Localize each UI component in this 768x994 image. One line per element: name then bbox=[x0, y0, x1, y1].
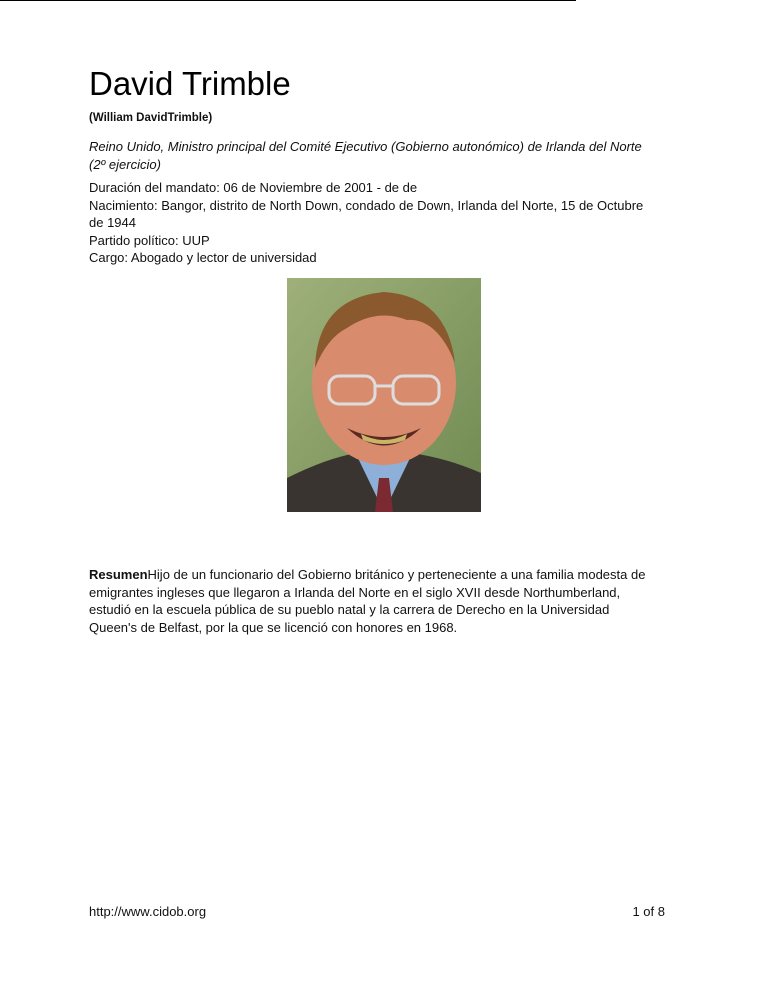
role-line: (2º ejercicio) bbox=[89, 156, 161, 172]
position: Cargo: Abogado y lector de universidad bbox=[89, 250, 317, 266]
portrait-photo bbox=[287, 278, 481, 512]
summary-label: Resumen bbox=[89, 567, 148, 582]
summary bbox=[89, 566, 645, 636]
page-number: 1 of 8 bbox=[632, 904, 665, 919]
summary-line: Queen's de Belfast, por la que se licenció con honores en 1968. bbox=[89, 619, 458, 635]
term-duration: Duración del mandato: 06 de Noviembre de 2001 - de de bbox=[89, 180, 418, 195]
summary-line: estudió en la escuela pública de su pueblo natal y la carrera de Derecho en la Universidad bbox=[89, 602, 610, 618]
party: Partido político: UUP bbox=[89, 232, 210, 248]
role-description bbox=[89, 138, 642, 173]
details bbox=[89, 179, 643, 267]
birth: Nacimiento: Bangor, distrito de North Down, condado de Down, Irlanda del Norte, 15 de Octubre bbox=[89, 197, 644, 213]
birth-cont: de 1944 bbox=[89, 215, 136, 231]
footer-url: http://www.cidob.org bbox=[89, 904, 207, 919]
footer-divider bbox=[0, 0, 576, 1]
summary-line: Hijo de un funcionario del Gobierno británico y perteneciente a una familia modesta de bbox=[147, 567, 646, 582]
full-name: (William DavidTrimble) bbox=[89, 112, 213, 124]
summary-line: emigrantes ingleses que llegaron a Irlanda del Norte en el siglo XVII desde Northumberland, bbox=[89, 584, 621, 600]
role-line: Reino Unido, Ministro principal del Comité Ejecutivo (Gobierno autonómico) de Irlanda del Norte bbox=[89, 139, 642, 154]
page-title: David Trimble bbox=[89, 65, 291, 102]
